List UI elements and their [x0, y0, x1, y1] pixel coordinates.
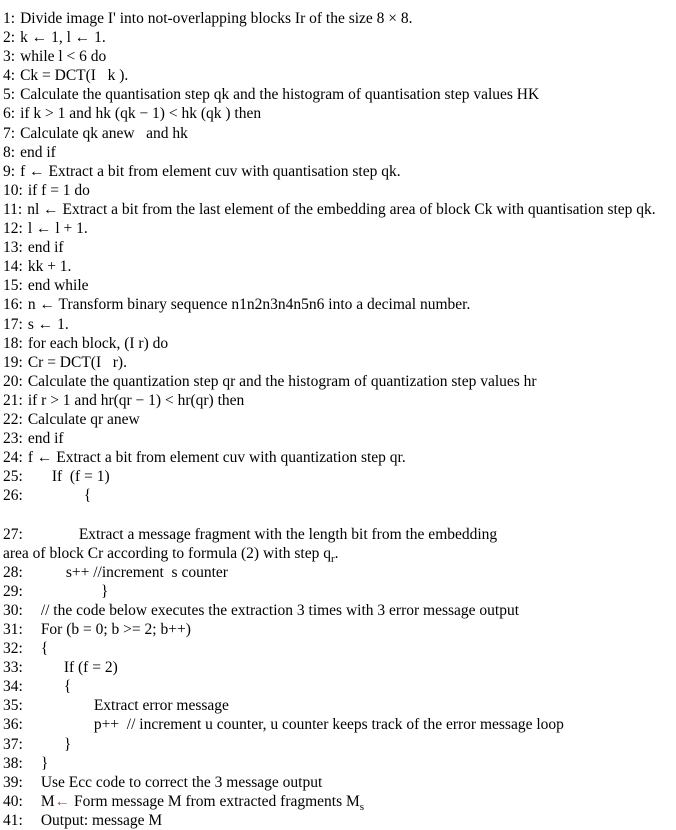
- line-text: nl ← Extract a bit from the last element of the embedding area of block Ck with quantisation step qk.: [27, 200, 656, 218]
- line-text: f ← Extract a bit from element cuv with quantization step qr.: [27, 449, 406, 467]
- code-line: [3, 181, 676, 200]
- code-line: [3, 754, 676, 773]
- code-line: [3, 448, 676, 467]
- code-line: [3, 257, 676, 276]
- line-text: Ck = DCT(I k ).: [20, 67, 129, 85]
- line-text: If (f = 2): [63, 659, 118, 677]
- line-number: 28:: [3, 563, 23, 581]
- line-text: l ← l + 1.: [27, 220, 88, 238]
- subscript-r: r: [330, 552, 335, 563]
- code-line: [3, 601, 676, 620]
- open-brace: {: [63, 678, 72, 696]
- code-line: [3, 334, 676, 353]
- code-line: [3, 582, 676, 601]
- code-line: [3, 677, 676, 696]
- line-text: Calculate qk anew and hk: [20, 124, 188, 142]
- line-text: f ← Extract a bit from element cuv with quantisation step qk.: [20, 162, 401, 180]
- line-number: 21:: [3, 391, 23, 409]
- code-line: [3, 735, 676, 754]
- line-text: Output: message M: [40, 811, 163, 829]
- line-text: end if: [20, 143, 56, 161]
- line-number: 33:: [3, 659, 23, 677]
- line-number: 40:: [3, 792, 23, 810]
- code-line: [3, 162, 676, 181]
- code-line: [3, 276, 676, 295]
- line-number: 10:: [3, 181, 23, 199]
- code-line-continuation: [3, 544, 676, 563]
- line-text: p++ // increment u counter, u counter keeps track of the error message loop: [93, 716, 564, 734]
- line-number: 29:: [3, 582, 23, 600]
- line-number: 19:: [3, 353, 23, 371]
- line-text: n ← Transform binary sequence n1n2n3n4n5n6 into a decimal number.: [27, 296, 471, 314]
- code-line: [3, 792, 676, 811]
- line-text: if r > 1 and hr(qr − 1) < hr(qr) then: [27, 391, 245, 409]
- code-line: [3, 620, 676, 639]
- line-text: if k > 1 and hk (qk − 1) < hk (qk ) then: [20, 105, 262, 123]
- line-number: 31:: [3, 621, 23, 638]
- line-text: s ← 1.: [27, 315, 69, 333]
- line-text: If (f = 1): [51, 468, 110, 486]
- code-line: [3, 238, 676, 257]
- code-line: [3, 315, 676, 334]
- line-text: end if: [27, 239, 64, 257]
- line-text: end while: [27, 277, 89, 295]
- line-text: Divide image I' into not-overlapping blocks Ir of the size 8 × 8.: [20, 10, 413, 27]
- code-line: [3, 486, 676, 505]
- line-number: 14:: [3, 258, 23, 276]
- line-number: 41:: [3, 811, 23, 829]
- line-number: 8:: [3, 143, 16, 161]
- line-number: 1:: [3, 10, 16, 27]
- code-line: [3, 525, 676, 544]
- line-number: 6:: [3, 105, 16, 123]
- line-text: Calculate qr anew: [27, 410, 140, 428]
- line-number: 5:: [3, 86, 16, 104]
- line-number: 22:: [3, 410, 23, 428]
- comment-text: // the code below executes the extraction 3 times with 3 error message output: [40, 601, 520, 619]
- line-number: 17:: [3, 315, 23, 333]
- code-line: [3, 66, 676, 85]
- line-text: Calculate the quantization step qr and the histogram of quantization step values hr: [27, 372, 537, 390]
- code-line: [3, 85, 676, 104]
- code-line: [3, 715, 676, 734]
- code-line: [3, 563, 676, 582]
- line-text: area of block Cr according to formula (2) with step $q_r$.: [3, 544, 339, 563]
- line-number: 34:: [3, 678, 23, 696]
- code-line: [3, 353, 676, 372]
- red-left-arrow: ←: [54, 792, 71, 810]
- line-number: 15:: [3, 277, 23, 295]
- code-line: [3, 410, 676, 429]
- code-line: [3, 47, 676, 66]
- line-number: 26:: [3, 487, 23, 505]
- line-number: 38:: [3, 754, 23, 772]
- line-number: 2:: [3, 29, 16, 47]
- close-brace: }: [40, 754, 49, 772]
- open-brace: {: [40, 640, 49, 658]
- line-text: Extract a message fragment with the length bit from the embedding: [78, 525, 498, 543]
- line-number: 32:: [3, 640, 23, 658]
- line-text: for each block, (I r) do: [27, 334, 169, 352]
- line-number: 4:: [3, 67, 16, 85]
- code-line: [3, 811, 676, 830]
- open-brace: {: [83, 487, 92, 505]
- algorithm-listing: [3, 9, 676, 830]
- line-number: 3:: [3, 48, 16, 66]
- line-text: Extract error message: [93, 697, 229, 715]
- code-line: [3, 467, 676, 486]
- line-number: 23:: [3, 430, 23, 448]
- code-line: [3, 696, 676, 715]
- line-number: 24:: [3, 449, 23, 467]
- line-text: while l < 6 do: [20, 48, 107, 66]
- line-number: 11:: [3, 200, 23, 218]
- line-number: 13:: [3, 239, 23, 257]
- line-number: 39:: [3, 773, 23, 791]
- blank-line: [3, 505, 676, 524]
- code-line: [3, 372, 676, 391]
- code-line: [3, 9, 676, 28]
- line-number: 30:: [3, 601, 23, 619]
- line-text: Calculate the quantisation step qk and the histogram of quantisation step values HK: [20, 86, 540, 104]
- code-line: [3, 295, 676, 314]
- close-brace: }: [63, 735, 72, 753]
- line-number: 9:: [3, 162, 16, 180]
- line-text: end if: [27, 430, 64, 448]
- line-text: For (b = 0; b >= 2; b++): [40, 621, 191, 638]
- line-number: 7:: [3, 124, 16, 142]
- line-text: Cr = DCT(I r).: [27, 353, 127, 371]
- line-number: 25:: [3, 468, 23, 486]
- line-number: 12:: [3, 220, 23, 238]
- line-text: if f = 1 do: [27, 181, 90, 199]
- line-number: 35:: [3, 697, 23, 715]
- code-line: [3, 658, 676, 677]
- line-number: 16:: [3, 296, 23, 314]
- subscript-s: s: [359, 800, 365, 811]
- line-text: k ← 1, l ← 1.: [20, 29, 106, 47]
- code-line: [3, 219, 676, 238]
- code-line: [3, 391, 676, 410]
- line-text: M← Form message M from extracted fragments $M_s$: [40, 792, 365, 811]
- code-line: [3, 773, 676, 792]
- code-line: [3, 639, 676, 658]
- line-number: 37:: [3, 735, 23, 753]
- line-text: s++ //increment s counter: [65, 563, 228, 581]
- line-text: Use Ecc code to correct the 3 message output: [40, 773, 323, 791]
- code-line: [3, 124, 676, 143]
- line-number: 27:: [3, 525, 23, 543]
- code-line: [3, 28, 676, 47]
- code-line: [3, 200, 676, 219]
- line-number: 36:: [3, 716, 23, 734]
- line-number: 18:: [3, 334, 23, 352]
- code-line: [3, 429, 676, 448]
- line-text: kk + 1.: [27, 258, 72, 276]
- code-line: [3, 143, 676, 162]
- close-brace: }: [100, 582, 109, 600]
- code-line: [3, 104, 676, 123]
- line-number: 20:: [3, 372, 23, 390]
